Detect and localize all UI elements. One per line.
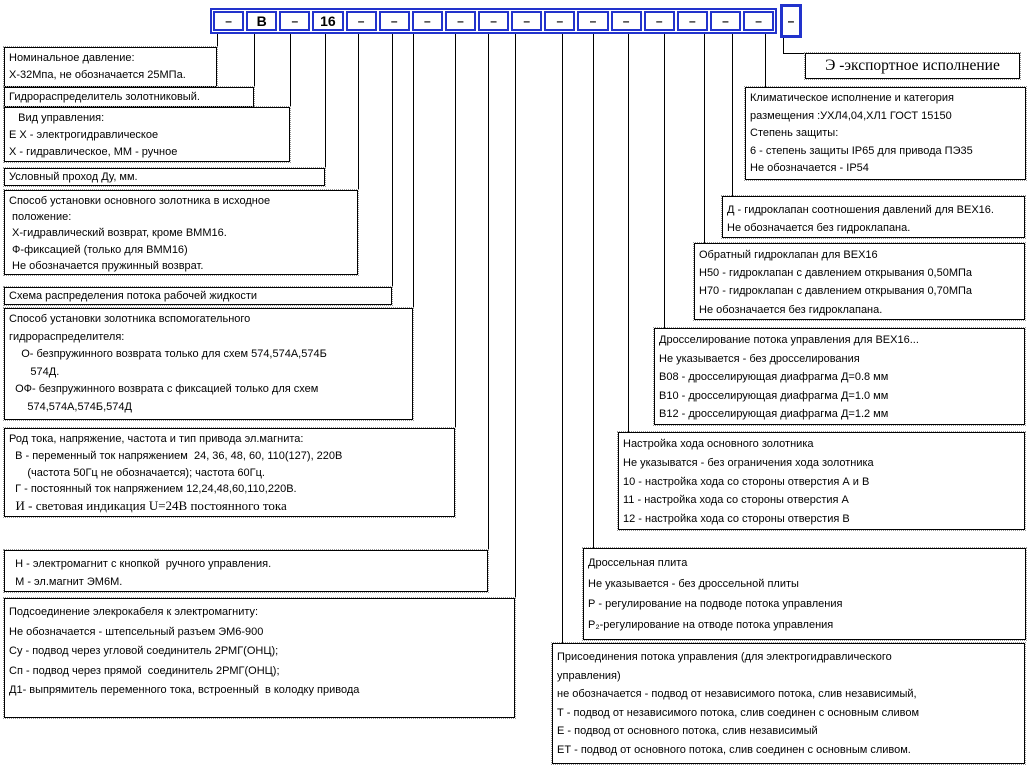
text-line: О- безпружинного возврата только для схем 574,574А,574Б (9, 348, 327, 361)
text-line: Ф-фиксацией (только для ВММ16) (9, 243, 188, 256)
connector-line (413, 34, 414, 308)
text-line: 11 - настройка хода со стороны отверстия А (623, 494, 849, 507)
text-line: Обратный гидроклапан для ВЕХ16 (699, 249, 878, 261)
connector-line (704, 34, 705, 243)
text-line: Номинальное давление: (9, 52, 135, 64)
code-cell-3: – (279, 11, 310, 31)
connector-line (783, 53, 805, 54)
connector-line (732, 34, 733, 196)
text-line: 6 - степень защиты IP65 для привода ПЭ35 (750, 144, 973, 157)
text-line: Схема распределения потока рабочей жидкости (9, 290, 258, 302)
box-check-valve (694, 243, 1025, 320)
text-line: Н70 - гидроклапан с давлением открывания 0,70МПа (699, 285, 973, 298)
code-cell-6: – (379, 11, 410, 31)
text-line: (частота 50Гц не обозначается); частота 60Гц. (9, 466, 265, 479)
text-line: Х-32Мпа, не обозначается 25МПа. (9, 69, 186, 81)
text-line: Настройка хода основного золотника (623, 438, 814, 450)
text-line: Дросселирование потока управления для ВЕХ16... (659, 334, 919, 346)
text-line: Т - подвод от независимого потока, слив соединен с основным сливом (557, 706, 920, 719)
code-cell-1: – (213, 11, 244, 31)
connector-line (455, 34, 456, 428)
code-cell-9: – (478, 11, 509, 31)
code-cell-4: 16 (312, 11, 343, 31)
text-line: В08 - дросселирующая диафрагма Д=0.8 мм (659, 371, 889, 384)
code-cell-11: – (544, 11, 575, 31)
box-export-version (805, 53, 1020, 79)
text-line: Не обозначается пружинный возврат. (9, 259, 204, 272)
code-cell-8: – (445, 11, 476, 31)
connector-line (515, 34, 516, 598)
text-line: положение: (9, 211, 72, 224)
text-line: Н - электромагнит с кнопкой ручного управления. (9, 558, 272, 570)
text-line: Д - гидроклапан соотношения давлений для ВЕХ16. (727, 204, 994, 216)
text-line: В10 - дросселирующая диафрагма Д=1.0 мм (659, 389, 889, 402)
text-line: Р₂-регулирование на отводе потока управления (588, 618, 834, 631)
text-line: Способ установки основного золотника в исходное (9, 195, 271, 207)
box-flow-scheme (4, 287, 392, 305)
text-line: Гидрораспределитель золотниковый. (9, 91, 200, 103)
text-line: Не обозначается без гидроклапана. (699, 303, 883, 316)
connector-line (358, 34, 359, 190)
text-line: Способ установки золотника вспомогательного (9, 313, 251, 325)
box-valve-type (4, 87, 254, 107)
box-main-spool-position (4, 190, 358, 275)
code-cell-export: – (780, 4, 802, 38)
box-current-type (4, 428, 455, 517)
box-pilot-flow-connection (552, 643, 1025, 764)
connector-line (664, 34, 665, 328)
text-line: Э -экспортное исполнение (825, 57, 1000, 75)
code-cell-14: – (644, 11, 675, 31)
code-cell-10: – (511, 11, 542, 31)
text-line: Климатическое исполнение и категория (750, 92, 954, 104)
text-line: М - эл.магнит ЭМ6М. (9, 576, 123, 588)
code-cell-16: – (710, 11, 741, 31)
text-line: В - переменный ток напряжением 24, 36, 48, 60, 110(127), 220В (9, 449, 343, 462)
connector-line (392, 34, 393, 287)
connector-line (562, 34, 563, 643)
code-cell-15: – (677, 11, 708, 31)
text-line: Не указывается - без дроссельной плиты (588, 577, 799, 590)
text-line: Сп - подвод через прямой соединитель 2РМГ(ОНЦ); (9, 664, 280, 677)
text-line: не обозначается - подвод от независимого потока, слив независимый, (557, 688, 917, 701)
box-throttle-plate (583, 548, 1026, 640)
connector-line (290, 34, 291, 107)
box-climate-rating (745, 87, 1026, 180)
text-line: Не указывается - без дросселирования (659, 352, 860, 365)
designation-code-row (210, 8, 777, 34)
text-line: Х-гидравлический возврат, кроме ВММ16. (9, 227, 227, 240)
text-line: ОФ- безпружинного возврата с фиксацией только для схем (9, 383, 319, 396)
text-line: Р - регулирование на подводе потока управления (588, 598, 843, 610)
connector-line (593, 34, 594, 548)
text-line: Дроссельная плита (588, 557, 688, 569)
connector-line (325, 34, 326, 168)
text-line: Степень защиты: (750, 127, 839, 140)
text-line: Условный проход Ду, мм. (9, 171, 138, 183)
box-stroke-adjustment (618, 432, 1025, 530)
box-throttling (654, 328, 1025, 425)
connector-line (254, 34, 255, 87)
text-line: Подсоединение элекрокабеля к электромагниту: (9, 606, 259, 618)
text-line: 574Д. (9, 365, 60, 378)
text-line: Н50 - гидроклапан с давлением открывания 0,50МПа (699, 267, 973, 280)
text-line: управления) (557, 669, 621, 682)
text-line: размещения :УХЛ4,04,ХЛ1 ГОСТ 15150 (750, 109, 952, 122)
code-cell-12: – (577, 11, 608, 31)
text-line: Х - гидравлическое, ММ - ручное (9, 145, 178, 158)
text-line: Не обозначается - IP54 (750, 162, 869, 175)
code-cell-13: – (611, 11, 642, 31)
box-cable-connection (4, 598, 515, 718)
box-nominal-bore (4, 168, 325, 186)
text-line: 12 - настройка хода со стороны отверстия В (623, 513, 850, 526)
text-line: Е - подвод от основного потока, слив независимый (557, 725, 818, 738)
box-control-type (4, 107, 290, 162)
text-line: ЕТ - подвод от основного потока, слив соединен с основным сливом. (557, 743, 911, 756)
text-line: Д1- выпрямитель переменного тока, встроенный в колодку привода (9, 684, 360, 696)
connector-line (765, 34, 766, 87)
connector-line (488, 34, 489, 550)
text-line: Не обозначается - штепсельный разъем ЭМ6-900 (9, 625, 264, 638)
box-solenoid-type (4, 550, 488, 592)
box-pilot-spool-setup (4, 308, 413, 420)
text-line: Род тока, напряжение, частота и тип привода эл.магнита: (9, 433, 304, 445)
text-line: В12 - дросселирующая диафрагма Д=1.2 мм (659, 408, 889, 421)
text-line: Е Х - электрогидравлическое (9, 128, 159, 141)
code-cell-2: В (246, 11, 277, 31)
text-line: И - световая индикация U=24В постоянного тока (9, 498, 287, 514)
code-cell-5: – (346, 11, 377, 31)
text-line: Не обозначается без гидроклапана. (727, 222, 911, 234)
box-pressure-ratio-valve (722, 196, 1025, 238)
box-nominal-pressure (4, 47, 217, 87)
text-line: 574,574А,574Б,574Д (9, 400, 132, 413)
connector-line (783, 38, 784, 54)
text-line: 10 - настройка хода со стороны отверстия А и В (623, 475, 870, 488)
text-line: гидрораспределителя: (9, 330, 125, 343)
code-cell-17: – (743, 11, 774, 31)
code-cell-7: – (412, 11, 443, 31)
text-line: Вид управления: (9, 112, 105, 124)
text-line: Не указыватся - без ограничения хода золотника (623, 456, 874, 469)
text-line: Присоединения потока управления (для электрогидравлического (557, 651, 892, 663)
connector-line (217, 34, 218, 47)
text-line: Су - подвод через угловой соединитель 2РМГ(ОНЦ); (9, 645, 279, 657)
text-line: Г - постоянный ток напряжением 12,24,48,60,110,220В. (9, 483, 297, 496)
connector-line (628, 34, 629, 432)
